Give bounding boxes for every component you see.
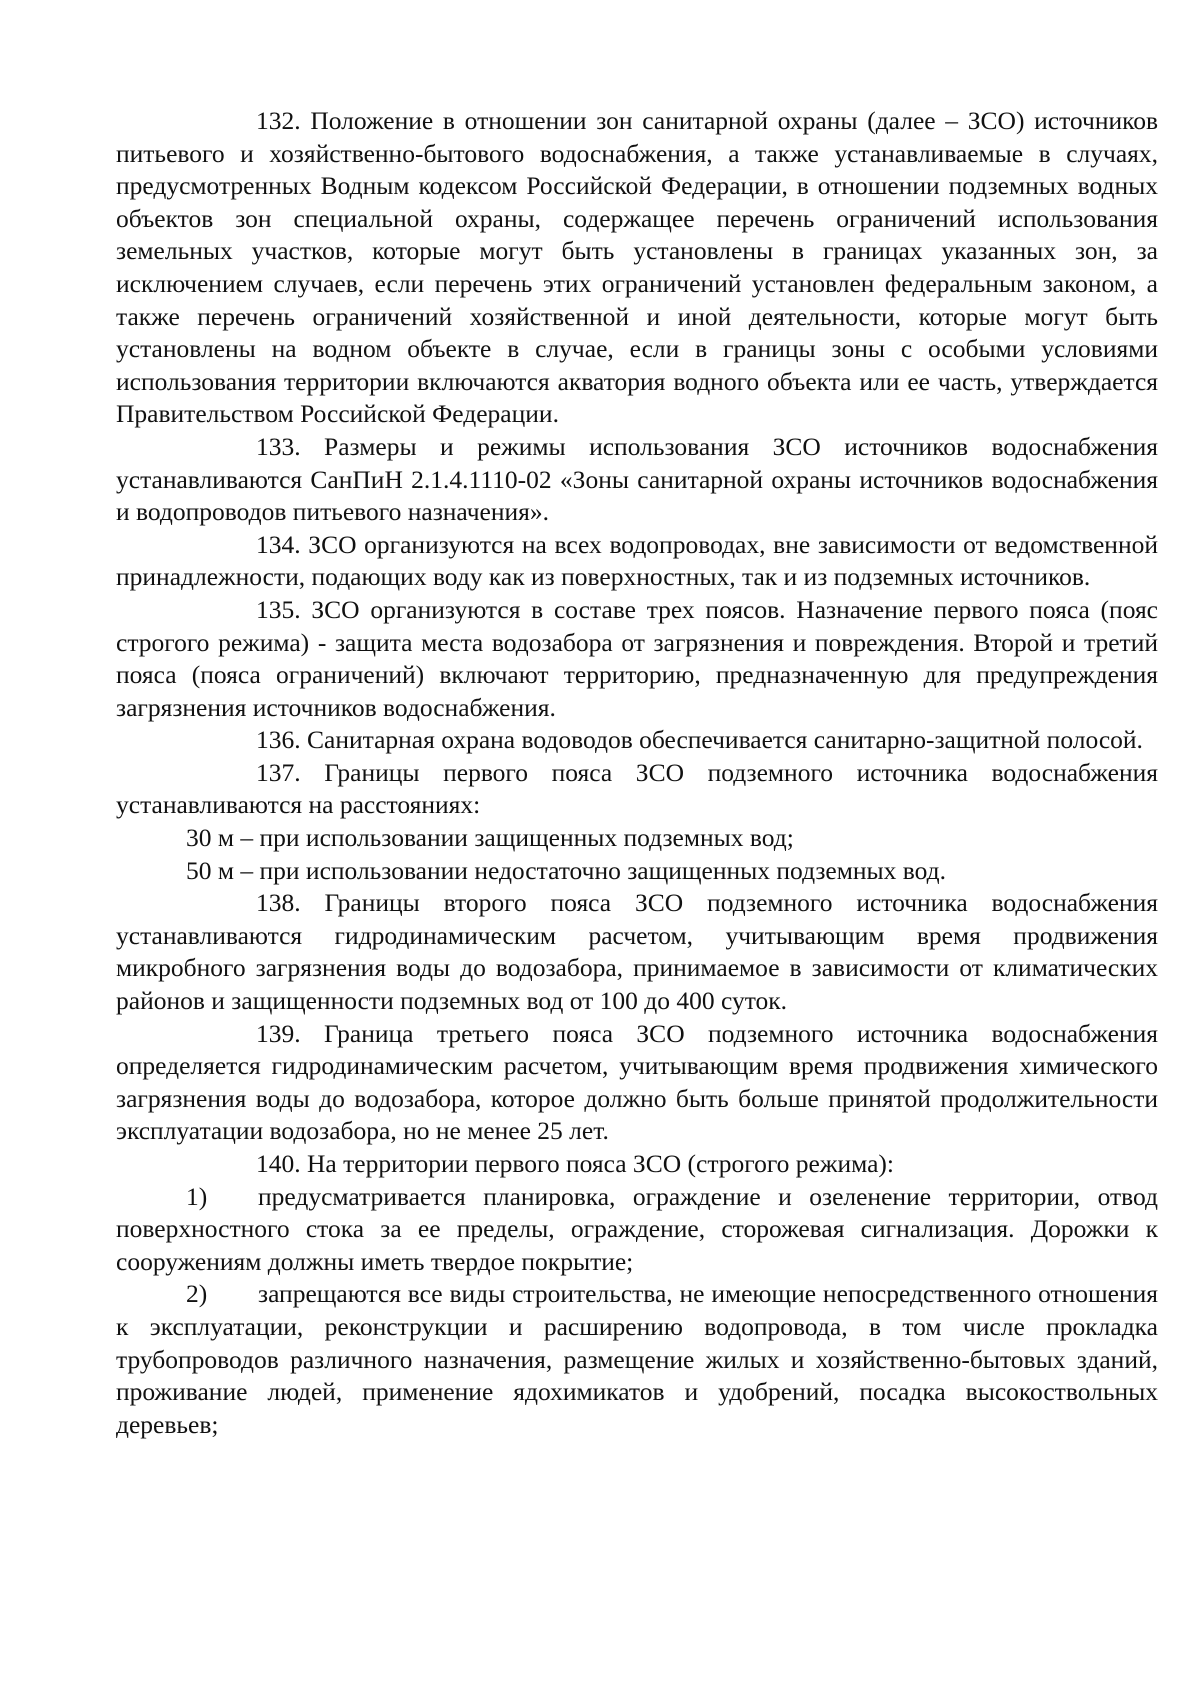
paragraph-135	[116, 594, 1158, 724]
sub-item-number: 1)	[186, 1181, 208, 1211]
sub-item-number: 2)	[186, 1279, 208, 1309]
distance-line-50m	[116, 855, 1158, 888]
paragraph-text: Санитарная охрана водоводов обеспечивается санитарно-защитной полосой.	[307, 725, 1143, 755]
paragraph-number: 139.	[256, 1018, 301, 1048]
paragraph-138	[116, 887, 1158, 1017]
paragraph-number: 137.	[256, 757, 301, 787]
paragraph-text: Границы второго пояса ЗСО подземного источника водоснабжения устанавливаются гидродинамическим расчетом, учитывающим время продвижения микробного загрязнения воды до водозабора, принимаемое в зависимости от климатических районов и защищенности подземных вод от 100 до 400 суток.	[116, 888, 1158, 1016]
paragraph-number: 134.	[256, 529, 301, 559]
paragraph-134	[116, 529, 1158, 594]
paragraph-140	[116, 1148, 1158, 1181]
paragraph-text: ЗСО организуются в составе трех поясов. Назначение первого пояса (пояс строгого режима) - защита места водозабора от загрязнения и повреждения. Второй и третий пояса (пояса ограничений) включают территорию, предназначенную для предупреждения загрязнения источников водоснабжения.	[116, 594, 1159, 722]
paragraph-136	[116, 724, 1158, 757]
paragraph-137	[116, 757, 1158, 822]
paragraph-number: 133.	[256, 431, 301, 461]
paragraph-132	[116, 105, 1158, 431]
sub-item-text: предусматривается планировка, ограждение и озеленение территории, отвод поверхностного стока за ее пределы, ограждение, сторожевая сигнализация. Дорожки к сооружениям должны иметь твердое покрытие;	[116, 1181, 1158, 1276]
paragraph-133	[116, 431, 1158, 529]
paragraph-text: Положение в отношении зон санитарной охраны (далее – ЗСО) источников питьевого и хозяйственно-бытового водоснабжения, а также устанавливаемые в случаях, предусмотренных Водным кодексом Российской Федерации, в отношении подземных водных объектов зон специальной охраны, содержащее перечень ограничений использования земельных участков, которые могут быть установлены в границах указанных зон, за исключением случаев, если перечень этих ограничений установлен федеральным законом, а также перечень ограничений хозяйственной и иной деятельности, которые могут быть установлены на водном объекте в случае, если в границы зоны с особыми условиями использования территории включаются акватория водного объекта или ее часть, утверждается Правительством Российской Федерации.	[116, 106, 1159, 429]
paragraph-text: На территории первого пояса ЗСО (строгого режима):	[307, 1149, 894, 1178]
document-page	[116, 105, 1158, 1441]
paragraph-text: Границы первого пояса ЗСО подземного источника водоснабжения устанавливаются на расстояниях:	[116, 757, 1159, 820]
paragraph-text: 30 м – при использовании защищенных подземных вод;	[186, 823, 794, 853]
paragraph-number: 138.	[256, 888, 301, 918]
paragraph-number: 135.	[256, 594, 301, 624]
paragraph-number: 136.	[256, 725, 301, 755]
paragraph-139	[116, 1018, 1158, 1148]
sub-item-2	[116, 1278, 1158, 1441]
sub-item-1	[116, 1181, 1158, 1279]
paragraph-text: ЗСО организуются на всех водопроводах, вне зависимости от ведомственной принадлежности, подающих воду как из поверхностных, так и из подземных источников.	[116, 529, 1158, 592]
paragraph-text: 50 м – при использовании недостаточно защищенных подземных вод.	[186, 855, 947, 885]
paragraph-text: Граница третьего пояса ЗСО подземного источника водоснабжения определяется гидродинамическим расчетом, учитывающим время продвижения химического загрязнения воды до водозабора, которое должно быть больше принятой продолжительности эксплуатации водозабора, но не менее 25 лет.	[116, 1018, 1158, 1146]
paragraph-text: Размеры и режимы использования ЗСО источников водоснабжения устанавливаются СанПиН 2.1.4.1110-02 «Зоны санитарной охраны источников водоснабжения и водопроводов питьевого назначения».	[116, 431, 1158, 527]
paragraph-number: 132.	[256, 106, 301, 135]
paragraph-number: 140.	[256, 1149, 301, 1178]
distance-line-30m	[116, 822, 1158, 855]
sub-item-text: запрещаются все виды строительства, не имеющие непосредственного отношения к эксплуатации, реконструкции и расширению водопровода, в том числе прокладка трубопроводов различного назначения, размещение жилых и хозяйственно-бытовых зданий, проживание людей, применение ядохимикатов и удобрений, посадка высокоствольных деревьев;	[116, 1279, 1158, 1439]
